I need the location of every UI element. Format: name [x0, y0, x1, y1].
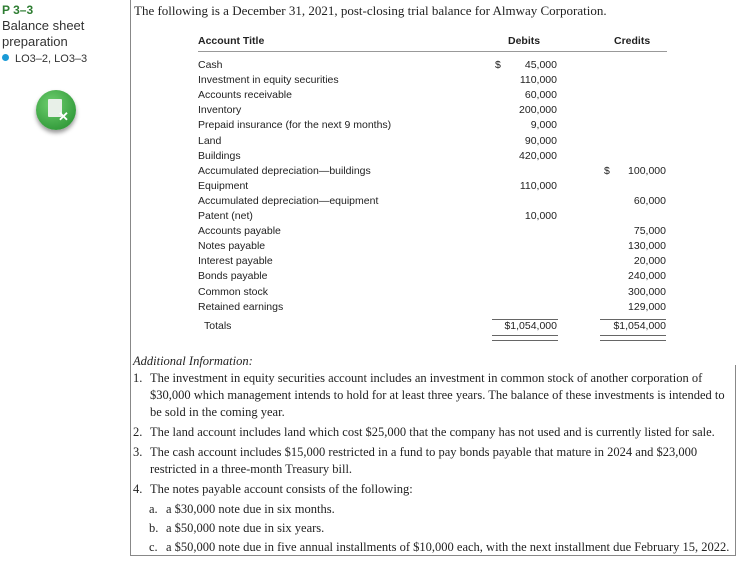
table-row [198, 150, 668, 165]
subitem-text: a $50,000 note due in six years. [166, 521, 325, 535]
account-title: Patent (net) [198, 210, 253, 222]
account-title: Notes payable [198, 240, 266, 253]
debit-dollar-sign: $ [495, 59, 501, 71]
credit-double-underline [600, 335, 666, 341]
header-credits: Credits [614, 35, 651, 47]
table-row [198, 119, 668, 134]
divider [735, 365, 736, 556]
account-title: Accounts payable [198, 225, 281, 238]
credit-amount: 100,000 [628, 164, 666, 177]
table-row [198, 301, 668, 316]
debit-amount: 110,000 [519, 74, 557, 87]
debit-amount: 10,000 [524, 210, 557, 222]
table-row [198, 135, 668, 150]
totals-debit: $1,054,000 [504, 320, 557, 332]
table-row [198, 165, 668, 180]
table-row [198, 225, 668, 240]
item-text: The cash account includes $15,000 restricted in a fund to pay bonds payable that mature in 2024 and $23,000 restricted in a three-month Treasury bill. [150, 445, 698, 476]
debit-amount: 45,000 [524, 59, 557, 71]
item-number: 4. [133, 482, 143, 496]
account-title: Common stock [198, 285, 269, 298]
account-title: Accumulated depreciation—equipment [198, 194, 379, 207]
debit-amount: 110,000 [519, 179, 557, 192]
table-row [198, 104, 668, 119]
info-subitem [133, 520, 733, 537]
item-text: The land account includes land which cost $25,000 that the company has not used and is currently listed for sale. [150, 425, 715, 439]
credit-amount: 130,000 [628, 240, 666, 253]
account-title: Accumulated depreciation—buildings [198, 164, 371, 177]
totals-label: Totals [204, 320, 232, 332]
table-row [198, 255, 668, 270]
divider [130, 0, 131, 556]
subitem-letter: a. [149, 502, 158, 516]
table-row [198, 210, 668, 225]
spreadsheet-icon[interactable]: ✕ [36, 90, 76, 130]
info-subitem [133, 501, 733, 518]
subitem-letter: b. [149, 521, 159, 535]
account-title: Investment in equity securities [198, 74, 339, 87]
account-title: Buildings [198, 149, 241, 162]
info-subitem [133, 539, 733, 556]
intro-text: The following is a December 31, 2021, post-closing trial balance for Almway Corporation. [134, 3, 607, 18]
debit-amount: 9,000 [530, 119, 557, 132]
table-row [198, 270, 668, 285]
header-debits: Debits [508, 35, 541, 47]
debit-amount: 60,000 [524, 89, 557, 102]
subitem-text: a $50,000 note due in five annual installments of $10,000 each, with the next installment due February 15, 2022. [166, 540, 730, 554]
credit-amount: 240,000 [628, 270, 666, 283]
credit-amount: 60,000 [633, 194, 666, 207]
info-item [133, 424, 733, 441]
table-row [198, 180, 668, 195]
header-rule [198, 51, 667, 52]
info-item [133, 370, 733, 421]
table-row [198, 240, 668, 255]
item-number: 1. [133, 371, 143, 385]
problem-number: P 3–3 [2, 3, 34, 17]
account-title: Inventory [198, 104, 242, 117]
account-title: Bonds payable [198, 270, 268, 283]
learning-objectives [2, 53, 87, 65]
account-title: Interest payable [198, 255, 273, 268]
table-row [198, 89, 668, 104]
credit-dollar-sign: $ [604, 164, 610, 177]
info-item [133, 481, 733, 498]
item-number: 3. [133, 445, 143, 459]
credit-amount: 75,000 [633, 225, 666, 238]
account-title: Retained earnings [198, 300, 284, 313]
account-title: Cash [198, 59, 223, 71]
info-item [133, 444, 733, 478]
header-account-title: Account Title [198, 35, 265, 47]
additional-heading: Additional Information: [133, 354, 253, 368]
debit-amount: 420,000 [519, 149, 557, 162]
totals-row [198, 320, 668, 335]
credit-amount: 129,000 [628, 300, 666, 313]
account-title: Accounts receivable [198, 89, 292, 102]
objectives-text: LO3–2, LO3–3 [15, 53, 88, 65]
subitem-letter: c. [149, 540, 158, 554]
debit-amount: 200,000 [519, 104, 557, 117]
problem-title: Balance sheet preparation [2, 18, 85, 49]
item-text: The notes payable account consists of the following: [150, 482, 413, 496]
subitem-text: a $30,000 note due in six months. [166, 502, 335, 516]
credit-amount: 300,000 [628, 285, 666, 298]
credit-amount: 20,000 [633, 255, 666, 268]
debit-double-underline [492, 335, 558, 341]
account-title: Land [198, 134, 222, 147]
account-title: Equipment [198, 179, 249, 192]
bullet-icon [2, 54, 9, 61]
table-row [198, 286, 668, 301]
totals-credit: $1,054,000 [613, 320, 666, 332]
item-text: The investment in equity securities account includes an investment in common stock of another corporation of $30,000 which management intends to hold for at least three years. The balance of these investments is intended to be sold in the coming year. [150, 371, 725, 419]
table-row [198, 59, 668, 74]
table-row [198, 74, 668, 89]
additional-information [133, 353, 733, 558]
debit-amount: 90,000 [524, 134, 557, 147]
table-row [198, 195, 668, 210]
account-title: Prepaid insurance (for the next 9 months) [198, 119, 392, 132]
item-number: 2. [133, 425, 143, 439]
